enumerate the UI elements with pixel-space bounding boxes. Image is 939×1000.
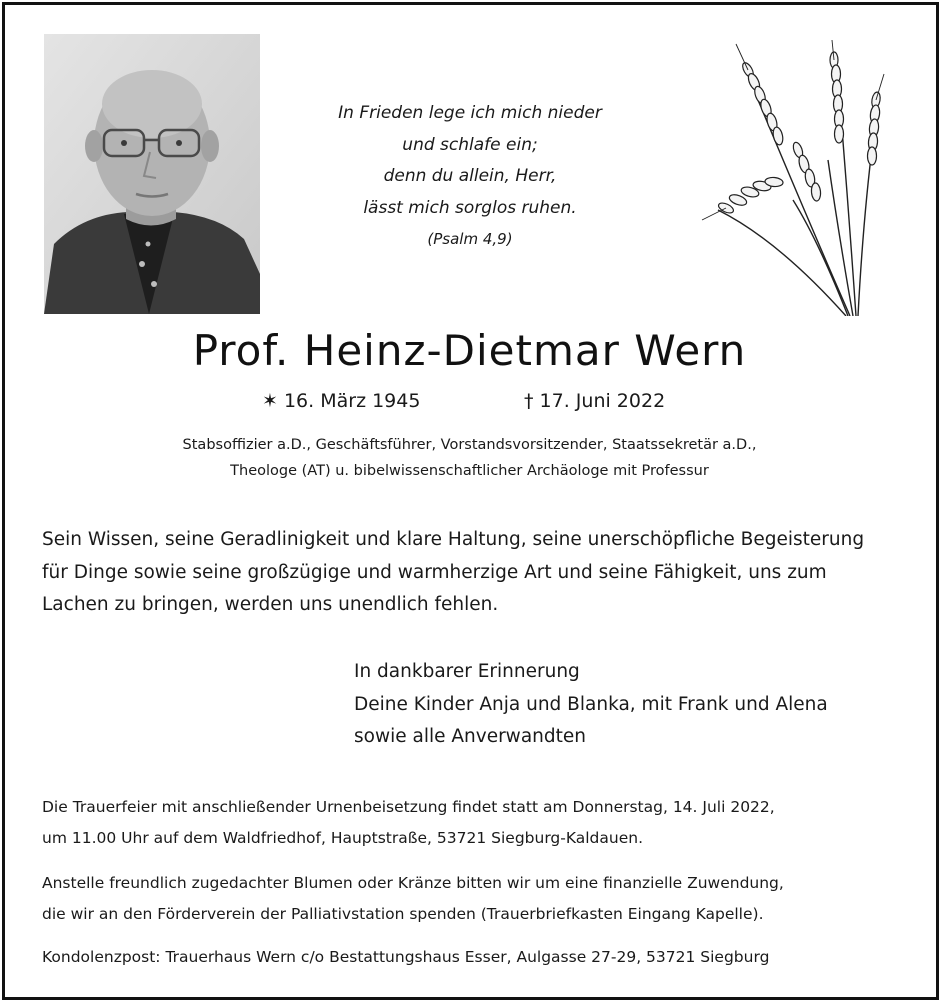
psalm-line: In Frieden lege ich mich nieder [338,103,602,123]
donation-info [42,868,898,930]
mourners-line: Deine Kinder Anja und Blanka, mit Frank und Alena [354,693,828,715]
titles-line: Stabsoffizier a.D., Geschäftsführer, Vorstandsvorsitzender, Staatssekretär a.D., [182,437,757,453]
birth-date: ✶ 16. März 1945 [262,390,421,412]
mourners-line: In dankbarer Erinnerung [354,661,580,682]
funeral-line: um 11.00 Uhr auf dem Waldfriedhof, Hauptstraße, 53721 Siegburg-Kaldauen. [42,829,643,847]
portrait-photo [44,34,260,314]
condolence-info [42,942,898,973]
wheat-illustration [698,40,898,316]
funeral-info [42,792,898,854]
psalm-quote [290,98,650,256]
tribute-text [42,524,898,622]
tribute-line: Sein Wissen, seine Geradlinigkeit und klare Haltung, seine unerschöpfliche Begeisterung [42,529,865,550]
psalm-line: lässt mich sorglos ruhen. [363,197,577,218]
psalm-reference: (Psalm 4,9) [427,230,513,248]
professional-titles [0,432,939,484]
psalm-line: und schlafe ein; [402,134,538,155]
donation-line: Anstelle freundlich zugedachter Blumen oder Kränze bitten wir um eine finanzielle Zuwendung, [42,874,784,892]
tribute-line: Lachen zu bringen, werden uns unendlich fehlen. [42,594,499,615]
condolence-line: Kondolenzpost: Trauerhaus Wern c/o Bestattungshaus Esser, Aulgasse 27-29, 53721 Siegburg [42,948,770,966]
death-date: † 17. Juni 2022 [524,390,666,412]
mourners-line: sowie alle Anverwandten [354,726,586,747]
mourners-block [354,656,828,754]
deceased-name: Prof. Heinz-Dietmar Wern [192,326,747,375]
donation-line: die wir an den Förderverein der Palliativstation spenden (Trauerbriefkasten Eingang Kapelle). [42,905,764,923]
tribute-line: für Dinge sowie seine großzügige und warmherzige Art und seine Fähigkeit, uns zum [42,561,827,583]
titles-line: Theologe (AT) u. bibelwissenschaftlicher Archäologe mit Professur [230,463,709,479]
funeral-line: Die Trauerfeier mit anschließender Urnenbeisetzung findet statt am Donnerstag, 14. Juli 2022, [42,798,775,816]
psalm-line: denn du allein, Herr, [383,166,557,186]
